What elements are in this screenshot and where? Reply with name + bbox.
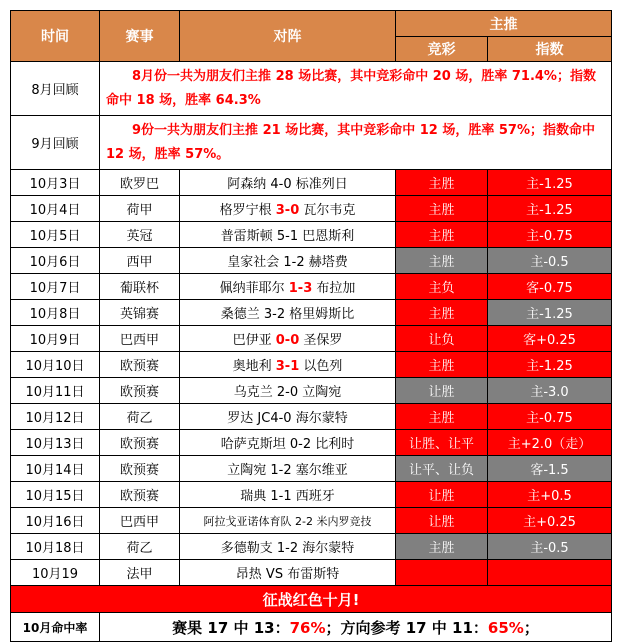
jingcai-pick: 让平、让负 <box>396 456 488 482</box>
match-score: 1-2 <box>276 541 299 556</box>
home-team: 巴伊亚 <box>232 333 276 348</box>
summary-text <box>100 613 612 642</box>
match-score: 5-1 <box>276 229 299 244</box>
game-league: 荷甲 <box>100 196 180 222</box>
match-score: 1-1 <box>270 489 292 504</box>
jingcai-pick: 主胜 <box>396 248 488 274</box>
game-row <box>11 378 612 404</box>
match-score: 3-2 <box>263 307 286 322</box>
away-team: 比利时 <box>311 437 355 452</box>
game-date: 10月8日 <box>11 300 100 326</box>
game-row <box>11 300 612 326</box>
game-date: 10月7日 <box>11 274 100 300</box>
home-team: 立陶宛 <box>227 463 271 478</box>
review-label: 8月回顾 <box>11 62 100 116</box>
game-league: 荷乙 <box>100 534 180 560</box>
away-team: 西班牙 <box>291 489 335 504</box>
game-match <box>180 300 396 326</box>
game-row <box>11 560 612 586</box>
game-date: 10月5日 <box>11 222 100 248</box>
game-match <box>180 274 396 300</box>
game-row <box>11 430 612 456</box>
away-team: 巴恩斯利 <box>298 229 355 244</box>
review-text: 8月份一共为朋友们主推 28 场比赛，其中竞彩命中 20 场，胜率 71.4%；指数命中 18 场，胜率 64.3% <box>100 62 612 116</box>
away-team: 塞尔维亚 <box>291 463 348 478</box>
index-pick: 主-0.5 <box>488 248 612 274</box>
game-row <box>11 326 612 352</box>
game-league: 葡联杯 <box>100 274 180 300</box>
review-label: 9月回顾 <box>11 116 100 170</box>
away-team: 海尔蒙特 <box>298 541 355 556</box>
summary-part-2: ；方向参考 17 中 11： <box>325 618 488 637</box>
game-match <box>180 222 396 248</box>
summary-part-3: ； <box>523 618 539 637</box>
game-league: 法甲 <box>100 560 180 586</box>
index-pick: 主-3.0 <box>488 378 612 404</box>
game-match <box>180 560 396 586</box>
index-pick: 主-1.25 <box>488 300 612 326</box>
game-row <box>11 404 612 430</box>
home-team: 普雷斯顿 <box>220 229 277 244</box>
game-row <box>11 248 612 274</box>
jingcai-pick <box>396 560 488 586</box>
away-team: 以色列 <box>299 359 343 374</box>
index-pick: 主-0.75 <box>488 404 612 430</box>
header-index: 指数 <box>488 37 612 62</box>
game-row <box>11 534 612 560</box>
header-match: 对阵 <box>180 11 396 62</box>
game-date: 10月19 <box>11 560 100 586</box>
header-main-pick: 主推 <box>396 11 612 37</box>
results-table <box>10 10 612 642</box>
game-row <box>11 196 612 222</box>
home-team: 多德勒支 <box>220 541 277 556</box>
jingcai-pick: 主胜 <box>396 404 488 430</box>
summary-pct-2: 65% <box>487 618 524 637</box>
game-match <box>180 508 396 534</box>
summary-pct-1: 76% <box>289 618 326 637</box>
index-pick: 主-0.75 <box>488 222 612 248</box>
home-team: 瑞典 <box>240 489 271 504</box>
away-team: 圣保罗 <box>299 333 343 348</box>
home-team: 皇家社会 <box>227 255 284 270</box>
game-date: 10月13日 <box>11 430 100 456</box>
index-pick: 主-1.25 <box>488 196 612 222</box>
index-pick: 主-1.25 <box>488 352 612 378</box>
game-date: 10月9日 <box>11 326 100 352</box>
match-score: 1-2 <box>270 463 292 478</box>
game-league: 欧罗巴 <box>100 170 180 196</box>
match-score: 2-2 <box>295 514 313 528</box>
home-team: 哈萨克斯坦 <box>220 437 290 452</box>
away-team: 布拉加 <box>312 281 356 296</box>
jingcai-pick: 主胜 <box>396 300 488 326</box>
game-match <box>180 248 396 274</box>
game-date: 10月6日 <box>11 248 100 274</box>
game-row <box>11 352 612 378</box>
summary-label: 10月命中率 <box>11 613 100 642</box>
review-row-august <box>11 62 612 116</box>
home-team: 昂热 <box>235 567 266 582</box>
game-date: 10月14日 <box>11 456 100 482</box>
index-pick: 主+2.0（走） <box>488 430 612 456</box>
match-score: 3-0 <box>275 203 300 218</box>
match-score: 2-0 <box>276 385 299 400</box>
header-event: 赛事 <box>100 11 180 62</box>
review-row-september <box>11 116 612 170</box>
match-score: 3-1 <box>275 359 300 374</box>
game-league: 欧预赛 <box>100 378 180 404</box>
match-score: 4-0 <box>270 177 292 192</box>
game-league: 欧预赛 <box>100 456 180 482</box>
game-row <box>11 456 612 482</box>
index-pick: 主+0.5 <box>488 482 612 508</box>
index-pick: 主-0.5 <box>488 534 612 560</box>
game-date: 10月15日 <box>11 482 100 508</box>
game-date: 10月12日 <box>11 404 100 430</box>
home-team: 阿拉戈亚诺体育队 <box>203 514 296 528</box>
game-match <box>180 430 396 456</box>
game-match <box>180 404 396 430</box>
jingcai-pick: 让胜、让平 <box>396 430 488 456</box>
game-league: 英冠 <box>100 222 180 248</box>
game-league: 欧预赛 <box>100 482 180 508</box>
game-match <box>180 352 396 378</box>
away-team: 海尔蒙特 <box>291 411 348 426</box>
away-team: 格里姆斯比 <box>285 307 355 322</box>
home-team: 阿森纳 <box>227 177 271 192</box>
banner: 征战红色十月! <box>11 586 612 613</box>
game-league: 欧预赛 <box>100 352 180 378</box>
away-team: 立陶宛 <box>298 385 342 400</box>
summary-row <box>11 613 612 642</box>
index-pick: 主-1.25 <box>488 170 612 196</box>
game-match <box>180 456 396 482</box>
jingcai-pick: 主胜 <box>396 352 488 378</box>
game-date: 10月10日 <box>11 352 100 378</box>
game-row <box>11 222 612 248</box>
away-team: 米内罗竞技 <box>312 514 372 528</box>
jingcai-pick: 让胜 <box>396 378 488 404</box>
game-row <box>11 274 612 300</box>
match-score: 0-0 <box>275 333 300 348</box>
game-match <box>180 482 396 508</box>
jingcai-pick: 主胜 <box>396 222 488 248</box>
home-team: 格罗宁根 <box>219 203 276 218</box>
match-score: VS <box>265 567 284 582</box>
game-date: 10月11日 <box>11 378 100 404</box>
game-date: 10月16日 <box>11 508 100 534</box>
game-date: 10月18日 <box>11 534 100 560</box>
home-team: 罗达 JC <box>227 411 271 426</box>
game-league: 西甲 <box>100 248 180 274</box>
jingcai-pick: 主胜 <box>396 170 488 196</box>
game-league: 英锦赛 <box>100 300 180 326</box>
game-row <box>11 170 612 196</box>
match-score: 1-2 <box>283 255 305 270</box>
game-league: 荷乙 <box>100 404 180 430</box>
jingcai-pick: 让胜 <box>396 482 488 508</box>
away-team: 赫塔费 <box>304 255 348 270</box>
match-score: 1-3 <box>288 281 313 296</box>
results-table-container <box>10 10 611 642</box>
game-league: 巴西甲 <box>100 508 180 534</box>
game-row <box>11 482 612 508</box>
index-pick <box>488 560 612 586</box>
game-match <box>180 170 396 196</box>
jingcai-pick: 主负 <box>396 274 488 300</box>
match-score: 4-0 <box>270 411 292 426</box>
jingcai-pick: 让胜 <box>396 508 488 534</box>
jingcai-pick: 主胜 <box>396 196 488 222</box>
away-team: 瓦尔韦克 <box>299 203 356 218</box>
jingcai-pick: 让负 <box>396 326 488 352</box>
home-team: 佩纳菲耶尔 <box>219 281 289 296</box>
game-date: 10月3日 <box>11 170 100 196</box>
home-team: 乌克兰 <box>233 385 277 400</box>
game-match <box>180 196 396 222</box>
game-row <box>11 508 612 534</box>
header-time: 时间 <box>11 11 100 62</box>
index-pick: 客-0.75 <box>488 274 612 300</box>
game-date: 10月4日 <box>11 196 100 222</box>
home-team: 奥地利 <box>232 359 276 374</box>
index-pick: 主+0.25 <box>488 508 612 534</box>
summary-part-1: 赛果 17 中 13： <box>172 618 290 637</box>
home-team: 桑德兰 <box>220 307 264 322</box>
game-match <box>180 378 396 404</box>
game-league: 巴西甲 <box>100 326 180 352</box>
away-team: 布雷斯特 <box>283 567 340 582</box>
match-score: 0-2 <box>289 437 312 452</box>
index-pick: 客-1.5 <box>488 456 612 482</box>
header-jingcai: 竞彩 <box>396 37 488 62</box>
away-team: 标准列日 <box>291 177 348 192</box>
game-match <box>180 326 396 352</box>
game-match <box>180 534 396 560</box>
game-league: 欧预赛 <box>100 430 180 456</box>
review-text: 9份一共为朋友们主推 21 场比赛，其中竞彩命中 12 场，胜率 57%；指数命中 12 场，胜率 57%。 <box>100 116 612 170</box>
jingcai-pick: 主胜 <box>396 534 488 560</box>
index-pick: 客+0.25 <box>488 326 612 352</box>
